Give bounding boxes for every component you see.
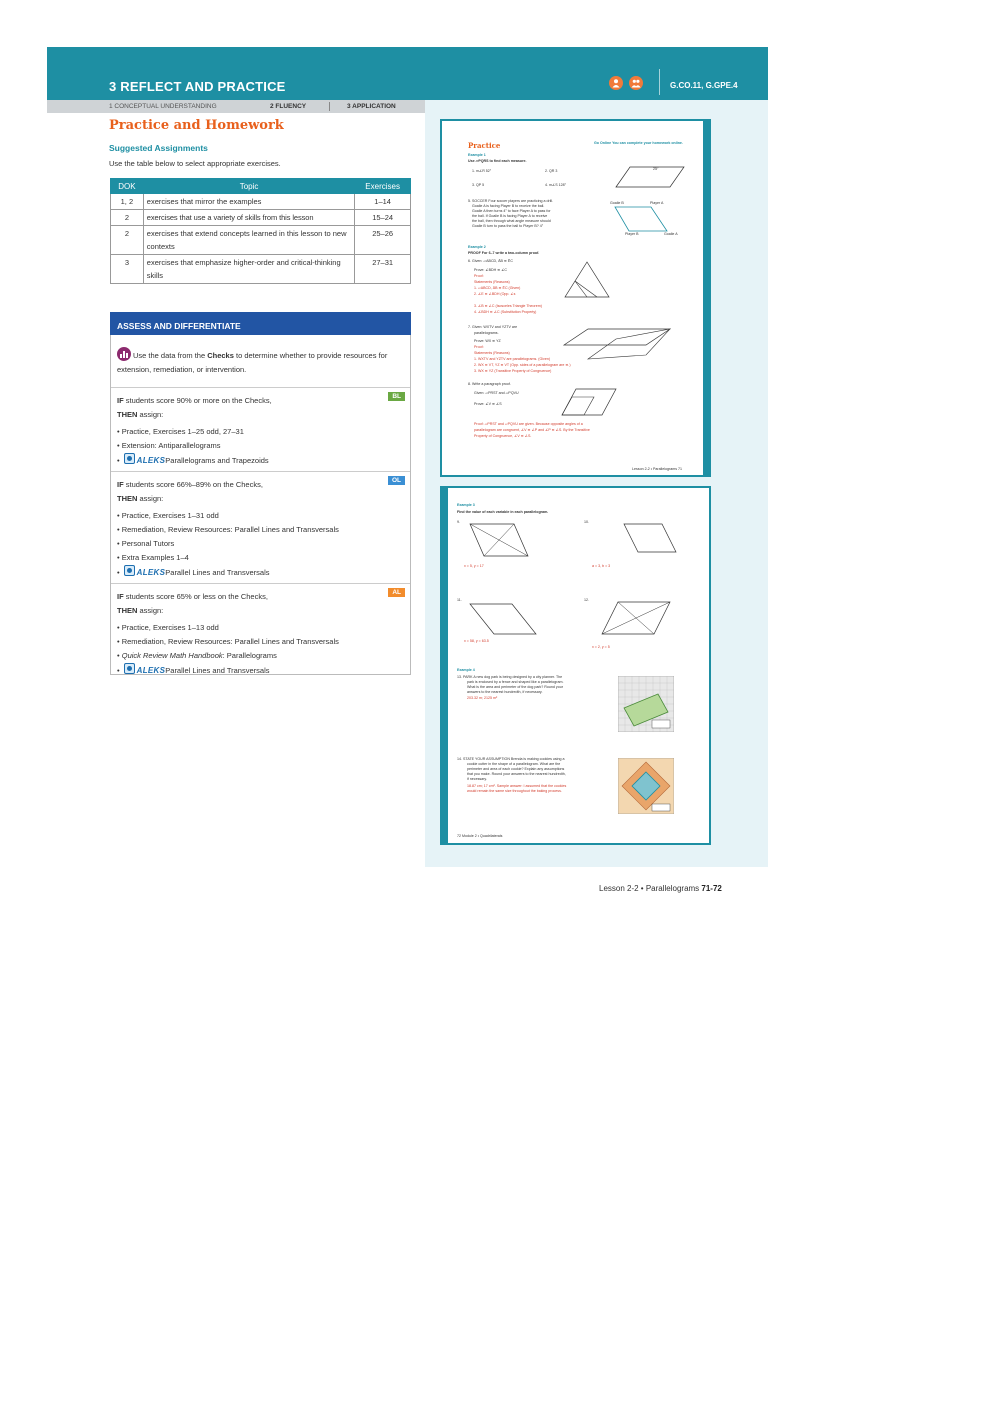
exercise-text: parallelograms. <box>474 331 499 335</box>
answer-text: 2. ∠E ≅ ∠BDH (Opp. ∠s <box>474 292 516 296</box>
header-icons <box>609 76 643 90</box>
bullet: • <box>117 666 120 675</box>
standards-label: G.CO.11, G.GPE.4 <box>670 81 738 90</box>
exercise-text: 5. SOCCER Four soccer players are practicing a drill. <box>468 199 554 203</box>
footer-pages: 71-72 <box>701 884 722 893</box>
exercise-text: 14. STATE YOUR ASSUMPTION Brenda is making cookies using a <box>457 757 565 761</box>
column-header-exercises: Exercises <box>355 179 411 194</box>
if-condition: students score 66%–89% on the Checks, <box>123 480 263 489</box>
list-item <box>117 453 402 468</box>
list-item: • Remediation, Review Resources: Parallel Lines and Transversals <box>117 637 339 646</box>
example-label: Example 4 <box>457 668 475 672</box>
if-condition: students score 65% or less on the Checks, <box>123 592 268 601</box>
footer-lesson: Lesson 2-2 • Parallelograms <box>599 884 702 893</box>
aleks-topic[interactable]: Parallel Lines and Transversals <box>165 568 270 577</box>
then-label: THEN <box>117 606 138 615</box>
dog-park-grid-figure <box>618 676 674 732</box>
if-label: IF <box>117 396 124 405</box>
topic-cell: exercises that extend concepts learned in this lesson to new contexts <box>143 226 354 255</box>
thumbnail-footer: 72 Module 2 • Quadrilaterals <box>457 834 503 838</box>
answer-text: Proof: ▱PRST and ▱PQVU are given. Because opposite angles of a <box>474 422 583 426</box>
section-intro: Use the table below to select appropriate exercises. <box>109 159 281 168</box>
then-label: THEN <box>117 410 138 419</box>
page-footer <box>599 884 722 893</box>
list-item: • Remediation, Review Resources: Parallel Lines and Transversals <box>117 525 339 534</box>
exercise-text: cookie cutter in the shape of a parallelogram. What are the <box>467 762 561 766</box>
exercise-number: 11. <box>457 598 462 602</box>
list-item: • Practice, Exercises 1–13 odd <box>117 623 219 632</box>
assess-intro-pre: Use the data from the <box>133 351 208 360</box>
table-row <box>111 210 411 226</box>
answer-text: x = 58, y = 63.5 <box>464 639 489 643</box>
table-row <box>111 194 411 210</box>
exercise-text: Prove: ∠BDH ≅ ∠C <box>474 268 508 272</box>
exercise-text: Prove: ∠V ≅ ∠S <box>474 402 502 406</box>
exercises-cell: 1–14 <box>355 194 411 210</box>
handbook-topic: : Parallelograms <box>222 651 277 660</box>
assess-differentiate-panel <box>110 312 411 675</box>
aleks-icon <box>124 565 135 576</box>
figure-label: Player A <box>650 201 664 205</box>
checks-label: Checks <box>207 351 234 360</box>
exercise-text: 8. Write a paragraph proof. <box>468 382 511 386</box>
exercise-text: 7. Given: WXTV and YZTV are <box>468 325 518 329</box>
phase-tabs <box>47 100 425 113</box>
answer-text: Proof: <box>474 274 484 278</box>
aleks-icon <box>124 663 135 674</box>
aleks-logo: ALEKS <box>136 666 166 675</box>
parallelogram-figure <box>464 598 544 638</box>
handbook-title: Quick Review Math Handbook <box>121 651 223 660</box>
exercise-text: Goalie A then turns 4° to face Player A to pass for <box>472 209 551 213</box>
then-text: assign: <box>137 606 164 615</box>
instruction-text: Find the value of each variable in each parallelogram. <box>457 510 549 514</box>
exercises-cell: 27–31 <box>355 255 411 284</box>
group-icon <box>629 76 643 90</box>
triangle-figure <box>557 259 617 301</box>
then-text: assign: <box>137 494 164 503</box>
cookie-cutter-figure <box>618 758 674 814</box>
aleks-logo: ALEKS <box>136 568 166 577</box>
aleks-topic[interactable]: Parallel Lines and Transversals <box>165 666 270 675</box>
exercise-text: answers to the nearest hundredth, if necessary. <box>467 690 543 694</box>
answer-text: 1. WXTV and YZTV are parallelograms. (Given) <box>474 357 551 361</box>
answer-text: x = 5, y = 17 <box>464 564 484 568</box>
exercise-number: 12. <box>584 598 589 602</box>
parallelogram-figure <box>464 520 534 560</box>
list-item: • Extra Examples 1–4 <box>117 553 189 562</box>
dok-cell: 3 <box>111 255 144 284</box>
aleks-icon <box>124 453 135 464</box>
assess-intro <box>117 347 402 377</box>
list-item: • Extension: Antiparallelograms <box>117 441 221 450</box>
answer-text: 18.87 cm; 17 cm². Sample answer: I assumed that the cookies <box>467 784 567 788</box>
answer-text: a = 3, b = 3 <box>592 564 611 568</box>
exercise-text: the ball. If Goalie B is facing Player A to receive <box>472 214 548 218</box>
tab-conceptual-understanding[interactable]: 1 CONCEPTUAL UNDERSTANDING <box>109 103 217 110</box>
exercise-text: park is enclosed by a fence and shaped like a parallelogram. <box>467 680 564 684</box>
page-edge <box>703 121 709 475</box>
tab-divider <box>329 102 330 111</box>
list-item <box>117 649 402 663</box>
list-item: • Practice, Exercises 1–25 odd, 27–31 <box>117 427 244 436</box>
list-item <box>117 565 402 580</box>
section-subtitle: Suggested Assignments <box>109 143 208 153</box>
exercises-cell: 15–24 <box>355 210 411 226</box>
exercise-text: 1. m∠R 52° <box>472 169 492 173</box>
tab-application[interactable]: 3 APPLICATION <box>347 103 396 110</box>
practice-heading: Practice <box>468 141 501 150</box>
tab-fluency[interactable]: 2 FLUENCY <box>270 103 307 110</box>
exercise-text: the ball, then through what angle measure should <box>472 219 551 223</box>
aleks-logo: ALEKS <box>136 456 166 465</box>
page-edge <box>442 488 448 843</box>
dok-cell: 2 <box>111 226 144 255</box>
answer-text: Property of Congruence, ∠V ≅ ∠S. <box>474 434 532 438</box>
example-label: Example 3 <box>457 503 475 507</box>
exercise-text: 6. Given: ▱ABCD, ĀB ≅ ĒC <box>468 259 513 263</box>
exercise-number: 10. <box>584 520 589 524</box>
answer-text: Statements (Reasons) <box>474 351 510 355</box>
list-item: • Practice, Exercises 1–31 odd <box>117 511 219 520</box>
exercise-text: that you make. Round your answers to the nearest hundredth, <box>467 772 566 776</box>
assess-intro-post: to determine whether to provide resources for extension, remediation, or intervention. <box>117 351 388 374</box>
dok-cell: 1, 2 <box>111 194 144 210</box>
approaching-level-badge: AL <box>388 588 405 597</box>
bullet: • <box>117 651 120 660</box>
bullet: • <box>117 456 120 465</box>
then-label: THEN <box>117 494 138 503</box>
bullet: • <box>117 568 120 577</box>
topic-cell: exercises that use a variety of skills from this lesson <box>143 210 354 226</box>
answer-text: 3. WX ≅ YZ (Transitive Property of Congruence) <box>474 369 552 373</box>
parallelograms-figure <box>560 325 680 363</box>
answer-text: parallelogram are congruent, ∠V ≅ ∠P and ∠P ≅ ∠S. By the Transitive <box>474 428 590 432</box>
go-online-note: Go Online You can complete your homework online. <box>594 141 683 145</box>
list-item: • Personal Tutors <box>117 539 175 548</box>
individual-icon <box>609 76 623 90</box>
topic-cell: exercises that mirror the examples <box>143 194 354 210</box>
exercises-cell: 25–26 <box>355 226 411 255</box>
parallelogram-figure <box>602 161 692 191</box>
column-header-dok: DOK <box>111 179 144 194</box>
student-page-72-thumbnail[interactable] <box>440 486 711 845</box>
answer-text: would remain the same size throughout the baking process. <box>467 789 562 793</box>
instruction-text: PROOF For 6–7 write a two-column proof. <box>468 251 540 255</box>
example-label: Example 1 <box>468 153 486 157</box>
parallelogram-pair-figure <box>554 383 624 421</box>
beyond-level-badge: BL <box>388 392 405 401</box>
if-label: IF <box>117 480 124 489</box>
aleks-topic[interactable]: Parallelograms and Trapezoids <box>165 456 269 465</box>
differentiation-block-bl <box>111 387 410 472</box>
exercise-text: 2. QR 3 <box>545 169 558 173</box>
answer-text: Proof: <box>474 345 484 349</box>
exercise-text: perimeter and area of each cookie? Explain any assumptions <box>467 767 565 771</box>
exercise-text: 13. PARK A new dog park is being designed by a city planner. The <box>457 675 563 679</box>
answer-text: x = 2, y = 5 <box>592 645 610 649</box>
figure-label: 25° <box>653 167 659 171</box>
exercise-number: 9. <box>457 520 460 524</box>
topic-cell: exercises that emphasize higher-order and critical-thinking skills <box>143 255 354 284</box>
header-divider <box>659 69 660 95</box>
exercise-text: Goalie B turn to pass the ball to Player B? 4° <box>472 224 544 228</box>
exercise-text: Prove: WX ≅ YZ <box>474 339 501 343</box>
column-header-topic: Topic <box>143 179 354 194</box>
section-title: Practice and Homework <box>109 118 284 133</box>
exercise-text: if necessary. <box>467 777 487 781</box>
parallelogram-figure <box>594 598 684 638</box>
thumbnail-footer: Lesson 2-2 • Parallelograms 71 <box>632 467 683 471</box>
student-page-71-thumbnail[interactable] <box>440 119 711 477</box>
exercise-text: Goalie A is facing Player B to receive the ball. <box>472 204 545 208</box>
exercise-text: Given: ▱PRST and ▱PQVU <box>474 391 519 395</box>
assess-title: ASSESS AND DIFFERENTIATE <box>110 312 411 335</box>
if-condition: students score 90% or more on the Checks, <box>123 396 272 405</box>
exercise-text: 4. m∠S 128° <box>545 183 567 187</box>
parallelogram-figure <box>602 520 682 556</box>
header-title: 3 REFLECT AND PRACTICE <box>109 79 286 94</box>
checks-chart-icon <box>117 347 131 361</box>
answer-text: Statements (Reasons) <box>474 280 510 284</box>
table-row <box>111 226 411 255</box>
exercise-text: What is the area and perimeter of the dog park? Round your <box>467 685 563 689</box>
list-item <box>117 663 402 678</box>
then-text: assign: <box>137 410 164 419</box>
figure-label: Goalie B <box>610 201 624 205</box>
answer-text: 2. WX ≅ VT, YZ ≅ VT (Opp. sides of a parallelogram are ≅.) <box>474 363 571 367</box>
table-header-row <box>111 179 411 194</box>
example-label: Example 2 <box>468 245 486 249</box>
dok-cell: 2 <box>111 210 144 226</box>
lesson-header <box>47 47 768 100</box>
exercise-text: 3. QP 5 <box>472 183 485 187</box>
figure-label: Goalie A <box>664 232 678 236</box>
answer-text: 4. ∠BDH ≅ ∠C (Substitution Property) <box>474 310 537 314</box>
differentiation-block-ol <box>111 471 410 584</box>
answer-text: 1. ▱ABCD, ĀB ≅ ĒC (Given) <box>474 286 521 290</box>
if-label: IF <box>117 592 124 601</box>
differentiation-block-al <box>111 583 410 676</box>
on-level-badge: OL <box>388 476 405 485</box>
dok-table <box>110 178 411 284</box>
table-row <box>111 255 411 284</box>
figure-label: Player B <box>625 232 639 236</box>
answer-text: 3. ∠B ≅ ∠C (Isosceles Triangle Theorem) <box>474 304 542 308</box>
instruction-text: Use ▱PQRS to find each measure. <box>468 159 527 163</box>
answer-text: 203.32 m; 2125 m² <box>467 696 498 700</box>
